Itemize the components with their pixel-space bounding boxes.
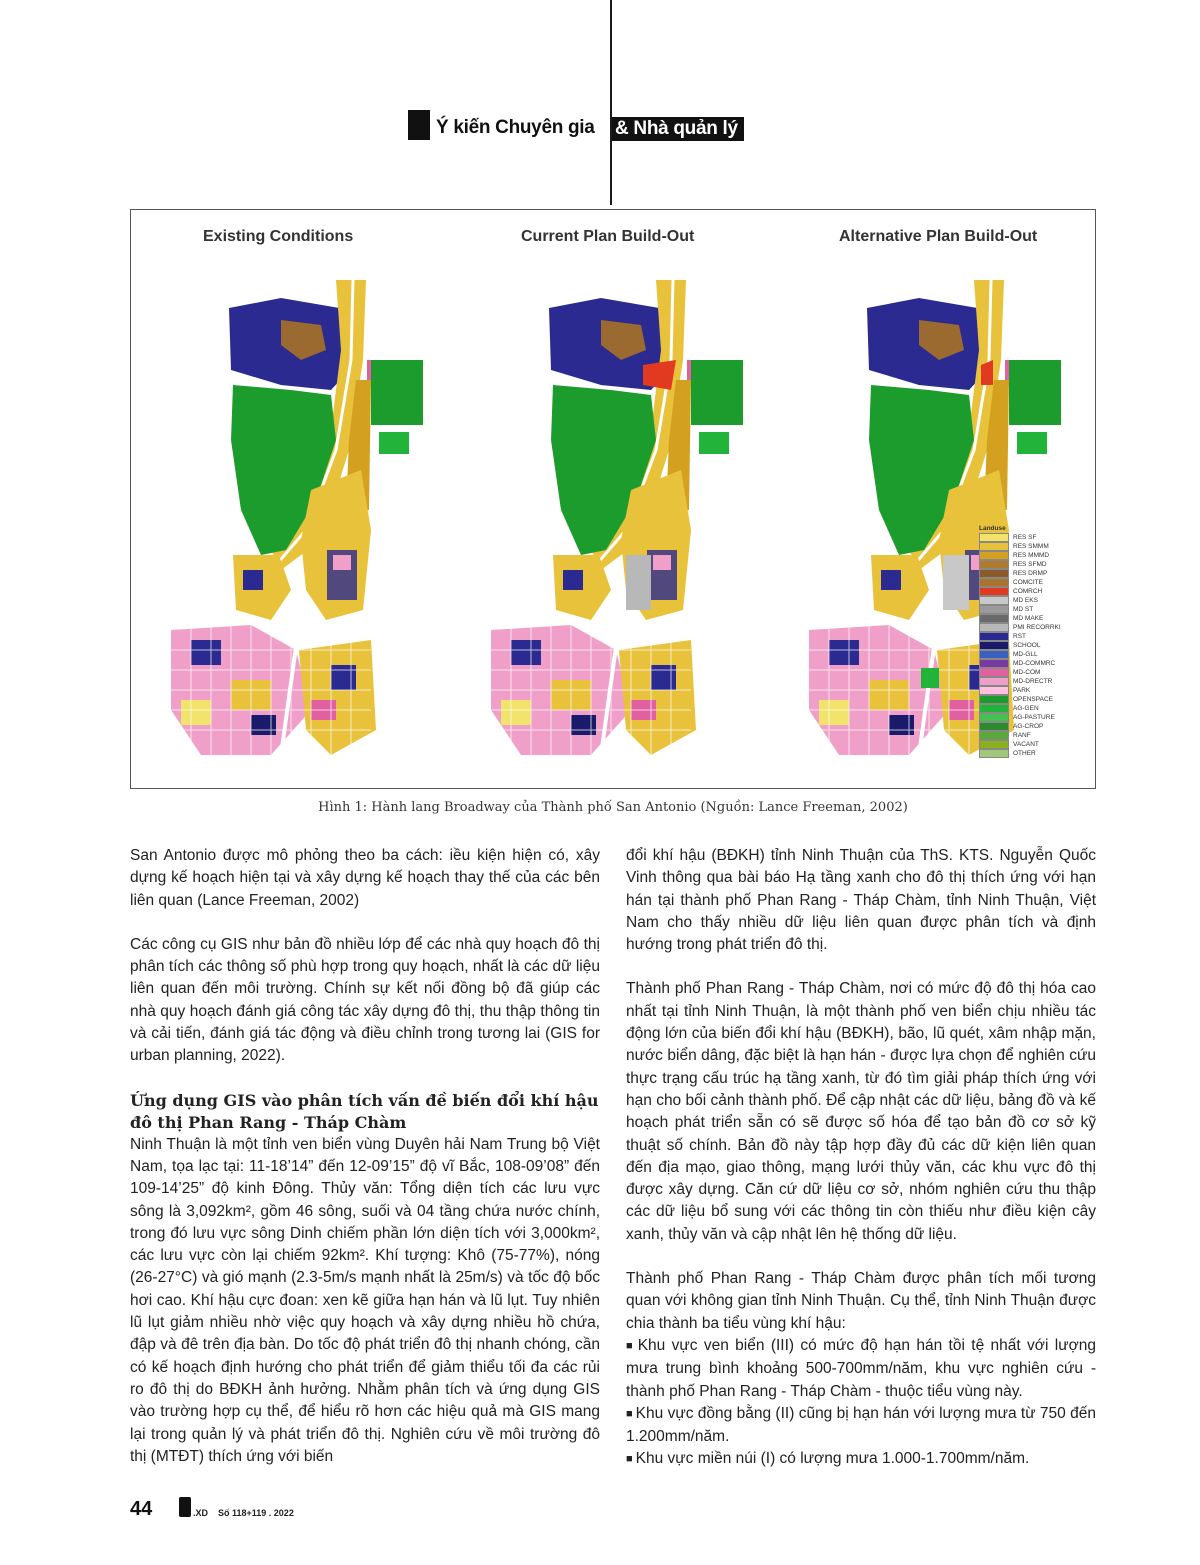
legend-label: OPENSPACE: [1013, 696, 1053, 703]
legend-swatch: [979, 713, 1009, 722]
legend-label: AG-GEN: [1013, 705, 1039, 712]
map-panel-1: [171, 280, 423, 755]
map-zone-grey-current: [626, 555, 651, 610]
figure-maps: [130, 209, 1096, 789]
map-title-current: Current Plan Build-Out: [521, 228, 695, 245]
legend-swatch: [979, 569, 1009, 578]
legend-item: [979, 560, 1089, 569]
right-column: [626, 845, 1096, 1472]
legend-item: [979, 686, 1089, 695]
paragraph: Ninh Thuận là một tỉnh ven biển vùng Duyên hải Nam Trung bộ Việt Nam, tọa lạc tại: 11-18’14” đến 12-09’15” độ vĩ Bắc, 108-09’08” đến 109-14’25” độ kinh Đông. Thủy văn: Tổng diện tích các lưu vực sông là 3,092km², gồm 46 sông, suối và 04 tầng chứa nước chính, trong đó lưu vực sông Dinh chiếm phần lớn diện tích với 3,000km², các lưu vực còn lại chiếm 92km². Khí tượng: Khô (75-77%), nóng (26-27°C) và gió mạnh (2.3-5m/s mạnh nhất là 25m/s) và tốc độ bốc hơi cao. Khí hậu cực đoan: xen kẽ giữa hạn hán và lũ lụt. Tuy nhiên lũ lụt giảm nhiều nhờ việc quy hoạch và xây dựng nhiều hồ chứa, đập và đê trên địa bàn. Do tốc độ phát triển đô thị nhanh chóng, cần có kế hoạch định hướng cho phát triển để giảm thiểu tối đa các rủi ro đô thị do BĐKH ảnh hưởng. Nhằm phân tích và ứng dụng GIS vào trường hợp cụ thể, để hiểu rõ hơn các hiệu quả mà GIS mang lại trong quản lý và phát triển đô thị. Nghiên cứu về môi trường đô thị (MTĐT) thích ứng với biến: [130, 1135, 600, 1465]
legend-label: RES MMMD: [1013, 552, 1050, 559]
legend-swatch: [979, 596, 1009, 605]
legend-label: AG-PASTURE: [1013, 714, 1055, 721]
section-title-right: & Nhà quản lý: [612, 117, 744, 141]
legend-swatch: [979, 623, 1009, 632]
legend-swatch: [979, 551, 1009, 560]
map-zone-grey-alt: [943, 555, 969, 610]
legend-item: [979, 659, 1089, 668]
map-zone-small-green: [379, 432, 409, 454]
legend-item: [979, 749, 1089, 758]
legend-label: COMCITE: [1013, 579, 1043, 586]
header-divider-line: [610, 0, 612, 205]
legend-label: MD-GLL: [1013, 651, 1038, 658]
legend-item: [979, 596, 1089, 605]
paragraph: Các công cụ GIS như bản đồ nhiều lớp để các nhà quy hoạch đô thị phân tích các thông số phù hợp trong quy hoạch, nhất là các dữ liệu liên quan đến môi trường. Chính sự kết nối đồng bộ đã giúp các nhà quy hoạch đánh giá công tác xây dựng đô thị, thu thập thông tin và cải tiến, đánh giá tác động và điều chỉnh trong tương lai (GIS for urban planning, 2022).: [130, 935, 600, 1065]
legend-label: RST: [1013, 633, 1026, 640]
map-zone-park-east: [371, 360, 423, 425]
map-panel-2: [491, 280, 743, 755]
legend-item: [979, 704, 1089, 713]
legend-item: [979, 578, 1089, 587]
bullet-item: ■ Khu vực đồng bằng (II) cũng bị hạn hán với lượng mưa từ 750 đến 1.200mm/năm.: [626, 1403, 1096, 1449]
legend-item: [979, 623, 1089, 632]
legend-label: SCHOOL: [1013, 642, 1041, 649]
map-zone-se-blue: [331, 665, 356, 690]
paragraph: Thành phố Phan Rang - Tháp Chàm được phân tích mối tương quan với không gian tỉnh Ninh Thuận. Cụ thể, tỉnh Ninh Thuận được chia thành ba tiểu vùng khí hậu:: [626, 1270, 1096, 1332]
legend-label: AG-CROP: [1013, 723, 1044, 730]
map-zone-south-blue: [191, 640, 221, 665]
map-zone-blue-sw: [243, 570, 263, 590]
legend-swatch: [979, 578, 1009, 587]
legend-swatch: [979, 632, 1009, 641]
legend-swatch: [979, 740, 1009, 749]
legend-label: MD EKS: [1013, 597, 1038, 604]
paragraph: San Antonio được mô phỏng theo ba cách: iều kiện hiện có, xây dựng kế hoạch hiện tại và xây dựng kế hoạch thay thế của các bên liên quan (Lance Freeman, 2002): [130, 847, 600, 909]
legend-swatch: [979, 542, 1009, 551]
legend-item: [979, 614, 1089, 623]
bullet-item: ■ Khu vực miền núi (I) có lượng mưa 1.000-1.700mm/năm.: [626, 1448, 1096, 1471]
legend-item: [979, 605, 1089, 614]
legend-label: PMI RECORRKI: [1013, 624, 1061, 631]
figure-caption: Hình 1: Hành lang Broadway của Thành phố San Antonio (Nguồn: Lance Freeman, 2002): [318, 800, 908, 815]
map-zone-pinkmid: [333, 555, 351, 570]
magazine-logo-text: .XD: [193, 1508, 209, 1518]
legend-item: [979, 713, 1089, 722]
paragraph: Thành phố Phan Rang - Tháp Chàm, nơi có mức độ đô thị hóa cao nhất tại tỉnh Ninh Thuận, là một thành phố ven biển chịu nhiều tác động lớn của biến đổi khí hậu (BĐKH), bão, lũ quét, xâm nhập mặn, nước biển dâng, đặc biệt là hạn hán - được lựa chọn để nghiên cứu thực trạng cấu trúc hạ tầng xanh, từ đó tìm giải pháp thích ứng với hạn cho bối cảnh thành phố. Để cập nhật các dữ liệu, bảng đồ và kế hoạch phát triển sẵn có sẽ được số hóa để tạo bản đồ cơ sở kỹ thuật số chính. Bản đồ này tập hợp đầy đủ các dữ kiện liên quan đến địa mạo, giao thông, mạng lưới thủy văn, các khu vực đô thị được xây dựng. Căn cứ dữ liệu cơ sở, nhóm nghiên cứu thu thập các dữ liệu bổ sung với các thông tin còn thiếu như điều kiện cây xanh, thủy văn và cập nhật lên hệ thống dữ liệu.: [626, 980, 1096, 1243]
legend-item: [979, 650, 1089, 659]
legend-item: [979, 569, 1089, 578]
legend-swatch: [979, 704, 1009, 713]
legend-label: RANF: [1013, 732, 1031, 739]
map-zone-south-yellow2: [181, 700, 211, 725]
legend-item: [979, 677, 1089, 686]
legend-label: RES SMMM: [1013, 543, 1049, 550]
legend-label: RES DRMP: [1013, 570, 1048, 577]
legend-swatch: [979, 641, 1009, 650]
map-zone-south-blue2: [251, 715, 276, 735]
section-title-left: Ý kiến Chuyên gia: [436, 117, 595, 138]
legend-swatch: [979, 587, 1009, 596]
legend-item: [979, 695, 1089, 704]
map-title-existing: Existing Conditions: [203, 228, 354, 245]
land-use-maps: [131, 210, 1095, 788]
legend-swatch: [979, 722, 1009, 731]
map-title-alternative: Alternative Plan Build-Out: [839, 228, 1038, 245]
section-heading: Ứng dụng GIS vào phân tích vấn đề biến đổi khí hậu đô thị Phan Rang - Tháp Chàm: [130, 1090, 599, 1132]
legend-label: COMRCH: [1013, 588, 1043, 595]
legend-item: [979, 722, 1089, 731]
legend-item: [979, 668, 1089, 677]
left-column: [130, 845, 600, 1468]
legend-label: MD-COM: [1013, 669, 1041, 676]
map-legend: [979, 525, 1089, 758]
legend-item: [979, 731, 1089, 740]
legend-label: RES SFMD: [1013, 561, 1047, 568]
legend-item: [979, 587, 1089, 596]
legend-label: MD ST: [1013, 606, 1034, 613]
bullet-item: ■ Khu vực ven biển (III) có mức độ hạn hán tồi tệ nhất với lượng mưa trung bình khoảng 500-700mm/năm, khu vực nghiên cứu - thành phố Phan Rang - Tháp Chàm - thuộc tiểu vùng này.: [626, 1335, 1096, 1403]
legend-swatch: [979, 695, 1009, 704]
legend-swatch: [979, 668, 1009, 677]
legend-item: [979, 641, 1089, 650]
legend-item: [979, 533, 1089, 542]
legend-item: [979, 551, 1089, 560]
magazine-logo-icon: [179, 1497, 191, 1517]
legend-swatch: [979, 650, 1009, 659]
paragraph: đổi khí hậu (BĐKH) tỉnh Ninh Thuận của ThS. KTS. Nguyễn Quốc Vinh thông qua bài báo Hạ tầng xanh cho đô thị thích ứng với hạn hán tại thành phố Phan Rang - Tháp Chàm, tỉnh Ninh Thuận, Việt Nam cho thấy nhiều dữ liệu liên quan được phân tích và định hướng trong phát triển đô thị.: [626, 847, 1096, 954]
legend-item: [979, 632, 1089, 641]
map-zone-red-current: [643, 360, 676, 390]
legend-swatch: [979, 731, 1009, 740]
legend-swatch: [979, 605, 1009, 614]
legend-item: [979, 740, 1089, 749]
legend-label: MD-COMMRC: [1013, 660, 1056, 667]
legend-title: Landuse: [979, 525, 1006, 532]
legend-swatch: [979, 614, 1009, 623]
legend-label: MD MAKE: [1013, 615, 1044, 622]
legend-label: VACANT: [1013, 741, 1039, 748]
legend-item: [979, 542, 1089, 551]
legend-swatch: [979, 560, 1009, 569]
section-marker: [408, 110, 430, 140]
legend-swatch: [979, 659, 1009, 668]
map-zone-green-alt: [921, 668, 939, 688]
legend-label: MD-DRECTR: [1013, 678, 1053, 685]
legend-label: PARK: [1013, 687, 1031, 694]
issue-number: Số 118+119 . 2022: [218, 1508, 294, 1518]
legend-label: OTHER: [1013, 750, 1036, 757]
legend-swatch: [979, 749, 1009, 758]
legend-swatch: [979, 533, 1009, 542]
legend-swatch: [979, 686, 1009, 695]
page-number: 44: [130, 1498, 153, 1520]
legend-swatch: [979, 677, 1009, 686]
legend-label: RES SF: [1013, 534, 1037, 541]
